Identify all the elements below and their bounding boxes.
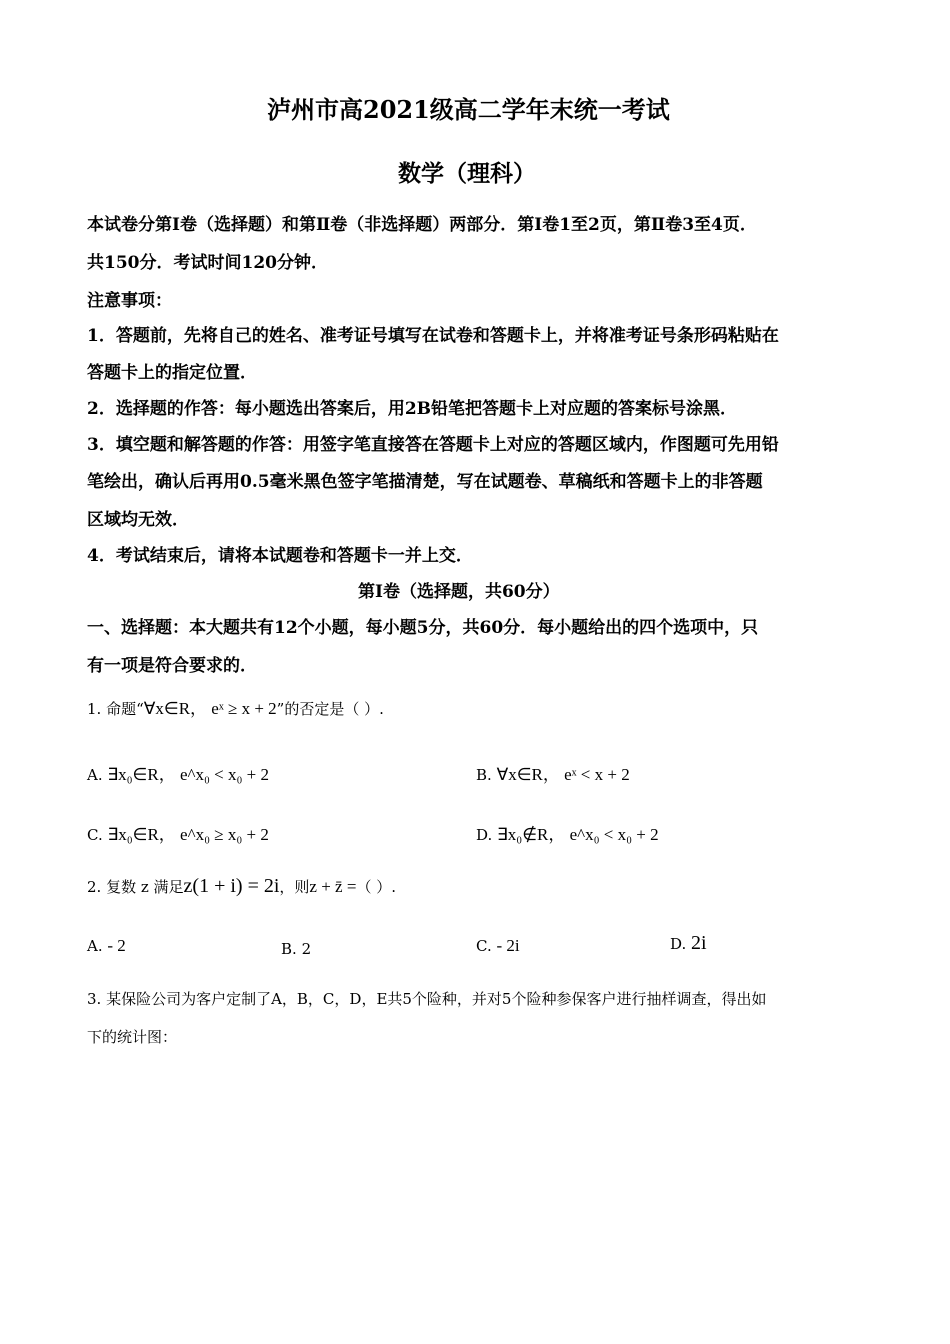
note-3b: 笔绘出，确认后再用0.5毫米黑色签字笔描清楚，写在试题卷、草稿纸和答题卡上的非答题 <box>87 472 763 492</box>
q2-option-d[interactable]: D. 2i <box>670 932 707 954</box>
section-desc-2: 有一项是符合要求的． <box>87 656 257 676</box>
q2-option-d-value: 2i <box>691 932 707 954</box>
q1-suffix: ”的否定是（ ）. <box>276 700 384 718</box>
q3-line-1: 3. 某保险公司为客户定制了A，B，C，D，E共5个险种，并对5个险种参保客户进行抽样调查，得出如 <box>87 990 767 1008</box>
note-1b: 答题卡上的指定位置． <box>87 363 257 383</box>
note-1a: 1．答题前，先将自己的姓名、准考证号填写在试卷和答题卡上，并将准考证号条形码粘贴在 <box>87 326 779 346</box>
note-4: 4．考试结束后，请将本试题卷和答题卡一并上交． <box>87 546 473 566</box>
q2-stem <box>87 875 396 898</box>
q2-option-c-value: - 2i <box>496 936 520 955</box>
q1-option-d-formula: ∃x₀∉R， e^x₀ < x₀ + 2 <box>497 825 659 844</box>
q1-option-d[interactable]: D. ∃x₀∉R， e^x₀ < x₀ + 2 <box>476 825 659 844</box>
note-3a: 3．填空题和解答题的作答：用签字笔直接答在答题卡上对应的答题区域内，作图题可先用铅 <box>87 435 779 455</box>
q2-option-b-value: 2 <box>301 940 312 958</box>
q1-option-b[interactable]: B. ∀x∈R， eˣ < x + 2 <box>476 765 630 784</box>
q3-line-2: 下的统计图： <box>87 1028 178 1046</box>
q2-suffix: （ ）. <box>356 878 396 896</box>
q1-option-a[interactable]: A. ∃x₀∈R， e^x₀ < x₀ + 2 <box>87 765 269 784</box>
section-desc-1: 一、选择题：本大题共有12个小题，每小题5分，共60分．每小题给出的四个选项中，只 <box>87 618 759 638</box>
q2-option-c[interactable]: C. - 2i <box>476 936 520 955</box>
q2-option-a-value: - 2 <box>107 936 126 955</box>
q2-option-a[interactable]: A. - 2 <box>87 936 126 955</box>
intro-line-2: 共150分．考试时间120分钟． <box>87 253 328 273</box>
q2-expression: z + z̄ = <box>309 877 357 896</box>
section-title: 第Ⅰ卷（选择题，共60分） <box>358 582 560 602</box>
q1-option-b-formula: ∀x∈R， eˣ < x + 2 <box>496 765 630 784</box>
q1-stem-formula: ∀x∈R， eˣ ≥ x + 2 <box>143 699 277 718</box>
q1-stem <box>87 694 384 719</box>
q1-prefix: 1. 命题“ <box>87 700 144 718</box>
q2-mid: ，则 <box>279 878 310 896</box>
intro-line-1: 本试卷分第Ⅰ卷（选择题）和第Ⅱ卷（非选择题）两部分．第Ⅰ卷1至2页，第Ⅱ卷3至4页． <box>87 215 757 235</box>
q1-option-a-formula: ∃x₀∈R， e^x₀ < x₀ + 2 <box>107 765 269 784</box>
exam-subtitle: 数学（理科） <box>398 160 536 187</box>
q1-option-c[interactable]: C. ∃x₀∈R， e^x₀ ≥ x₀ + 2 <box>87 825 269 844</box>
q2-option-b[interactable]: B. 2 <box>281 940 312 958</box>
q2-equation: z(1 + i) = 2i <box>183 875 280 897</box>
q2-prefix: 2. 复数 z 满足 <box>87 878 184 896</box>
note-2: 2．选择题的作答：每小题选出答案后，用2B铅笔把答题卡上对应题的答案标号涂黑． <box>87 399 738 419</box>
notes-heading: 注意事项： <box>87 291 172 311</box>
q1-option-c-formula: ∃x₀∈R， e^x₀ ≥ x₀ + 2 <box>107 825 269 844</box>
exam-title: 泸州市高2021级高二学年末统一考试 <box>267 95 670 124</box>
note-3c: 区域均无效． <box>87 510 189 530</box>
